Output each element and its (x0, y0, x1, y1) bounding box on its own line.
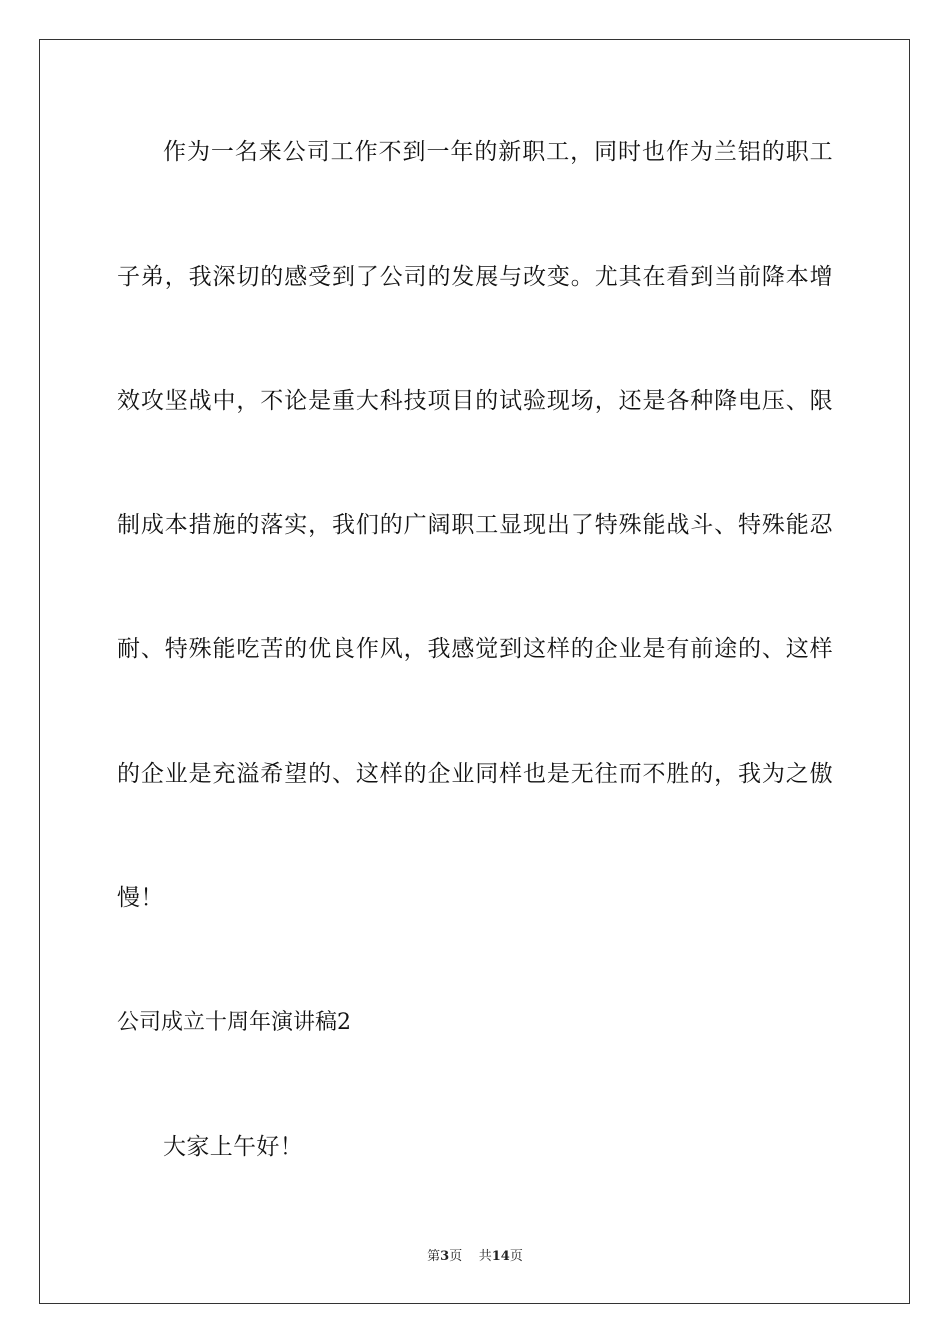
footer-total-pages: 14 (491, 1249, 510, 1264)
paragraph-line-7: 慢！ (117, 885, 164, 911)
footer-prefix: 第 (427, 1249, 441, 1264)
paragraph-line-5: 耐、特殊能吃苦的优良作风，我感觉到这样的企业是有前途的、这样 (117, 636, 833, 662)
footer-total-prefix: 共 (478, 1249, 492, 1264)
footer-total-suffix: 页 (509, 1249, 523, 1264)
page-frame (39, 39, 910, 1304)
section-heading: 公司成立十周年演讲稿2 (117, 1010, 351, 1035)
paragraph-line-2: 子弟，我深切的感受到了公司的发展与改变。尤其在看到当前降本增 (117, 264, 833, 290)
paragraph-line-6: 的企业是充溢希望的、这样的企业同样也是无往而不胜的，我为之傲 (117, 761, 833, 787)
page-footer (0, 1248, 950, 1266)
paragraph-line-4: 制成本措施的落实，我们的广阔职工显现出了特殊能战斗、特殊能忍 (117, 512, 833, 538)
footer-page-suffix: 页 (449, 1249, 463, 1264)
paragraph-line-3: 效攻坚战中，不论是重大科技项目的试验现场，还是各种降电压、限 (117, 388, 833, 414)
greeting: 大家上午好！ (163, 1134, 304, 1160)
paragraph-line-1: 作为一名来公司工作不到一年的新职工，同时也作为兰铝的职工 (163, 139, 833, 165)
footer-page-number: 3 (440, 1249, 450, 1264)
